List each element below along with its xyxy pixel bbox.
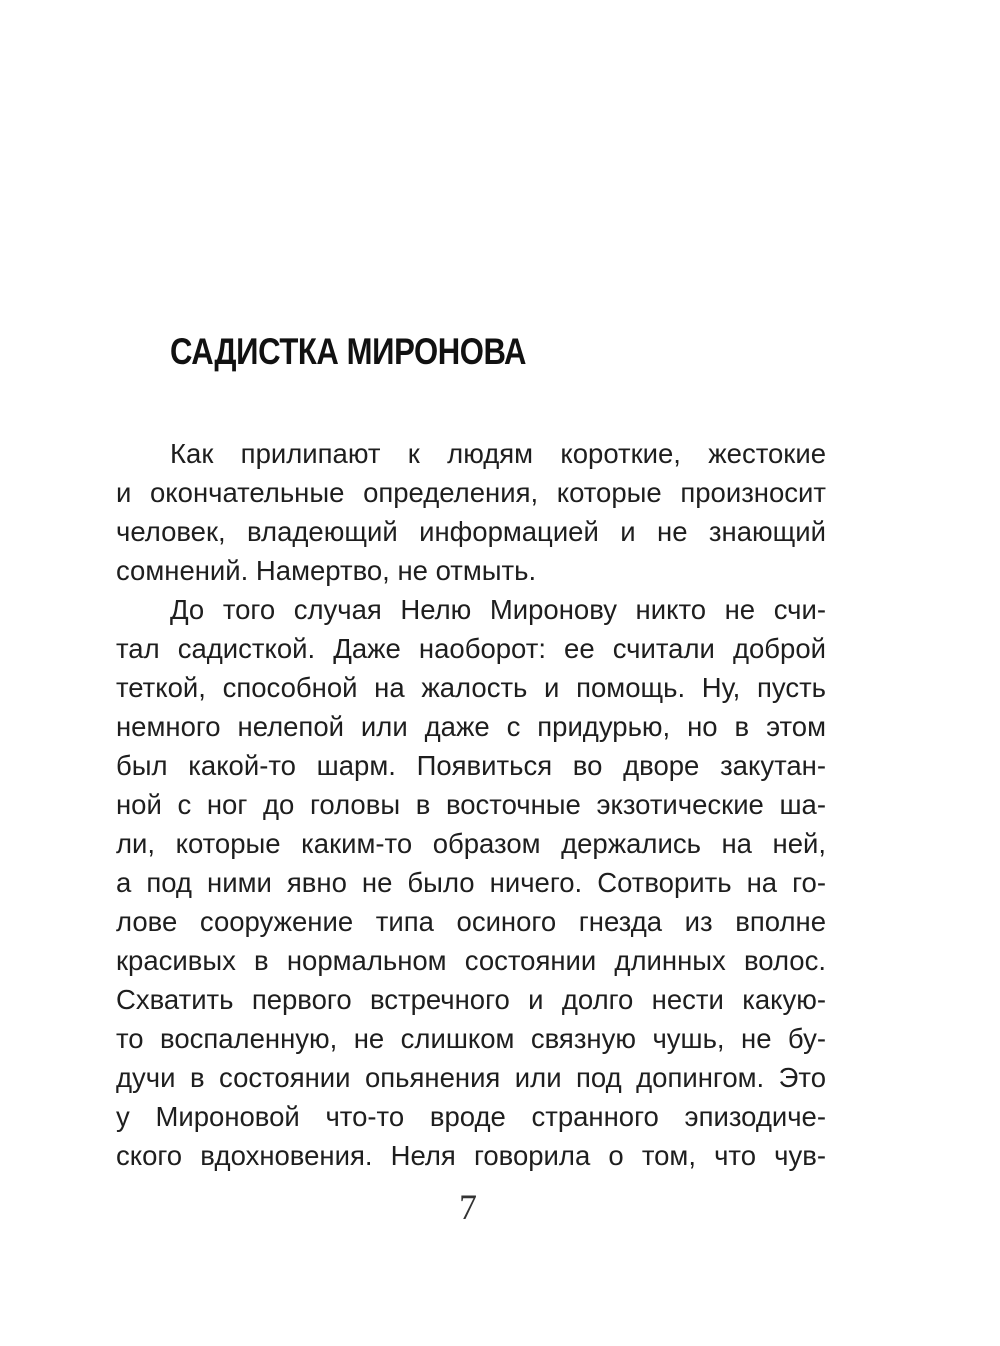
text-line: ского вдохновения. Неля говорила о том, что чув- <box>116 1140 826 1171</box>
text-line: а под ними явно не было ничего. Сотворить на го- <box>116 867 826 898</box>
text-line: красивых в нормальном состоянии длинных волос. <box>116 945 826 976</box>
text-line: лове сооружение типа осиного гнезда из вполне <box>116 906 826 937</box>
text-line: человек, владеющий информацией и не знающий <box>116 516 826 547</box>
text-line: был какой-то шарм. Появиться во дворе закутан- <box>116 750 826 781</box>
text-line: ли, которые каким-то образом держались на ней, <box>116 828 826 859</box>
text-line: и окончательные определения, которые произносит <box>116 477 826 508</box>
text-line: Как прилипают к людям короткие, жестокие <box>170 438 826 469</box>
text-line: дучи в состоянии опьянения или под допингом. Это <box>116 1062 826 1093</box>
text-line: немного нелепой или даже с придурью, но в этом <box>116 711 826 742</box>
text-line: у Мироновой что-то вроде странного эпизодиче- <box>116 1101 826 1132</box>
text-line: теткой, способной на жалость и помощь. Ну, пусть <box>116 672 826 703</box>
chapter-title: САДИСТКА МИРОНОВА <box>170 331 527 372</box>
body-text <box>116 434 826 1175</box>
text-line: тал садисткой. Даже наоборот: ее считали доброй <box>116 633 826 664</box>
text-line: ной с ног до головы в восточные экзотические ша- <box>116 789 826 820</box>
page-number: 7 <box>459 1187 477 1227</box>
text-line: сомнений. Намертво, не отмыть. <box>116 555 537 586</box>
text-line: Схватить первого встречного и долго нести какую- <box>116 984 826 1015</box>
text-line: До того случая Нелю Миронову никто не счи- <box>170 594 826 625</box>
text-line: то воспаленную, не слишком связную чушь, не бу- <box>116 1023 826 1054</box>
